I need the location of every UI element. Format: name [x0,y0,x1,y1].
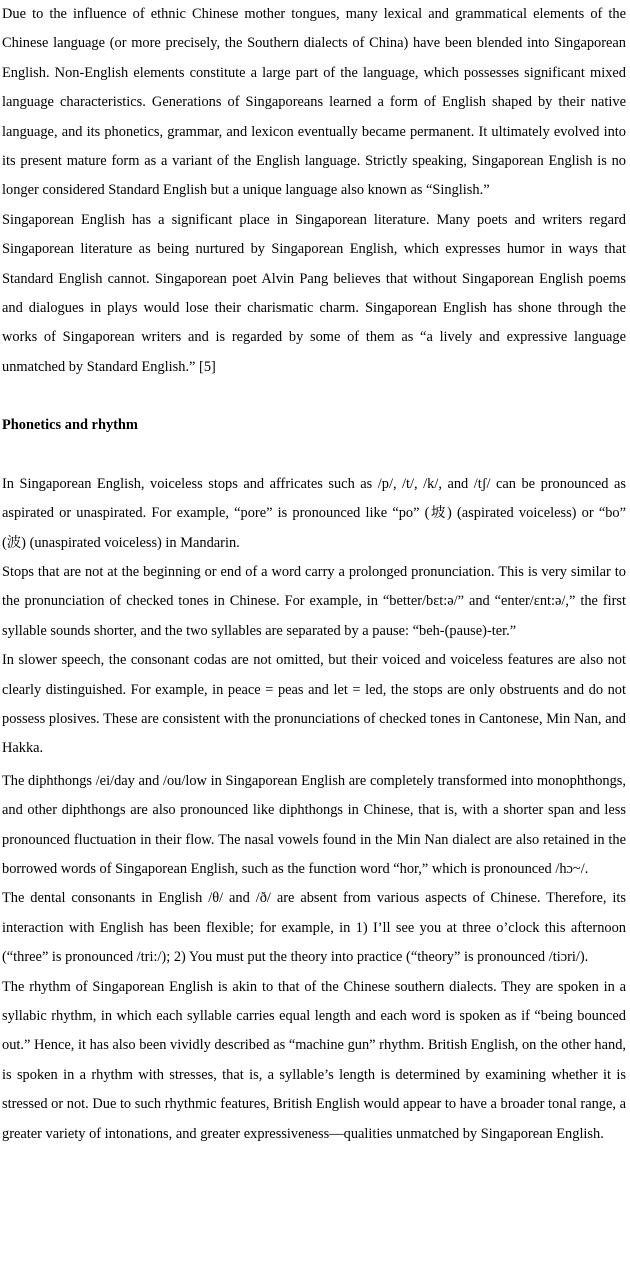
section-paragraph: Stops that are not at the beginning or end of a word carry a prolonged pronunciation. This is very similar to the pronunciation of checked tones in Chinese. For example, in “better/bɛt:ə/” and “enter/ɛnt:ə/,” the first syllable sounds shorter, and the two syllables are separated by a pause: “beh-(pause)-ter.” [2,563,626,639]
section-paragraph: The diphthongs /ei/day and /ou/low in Singaporean English are completely transformed into monophthongs, and other diphthongs are also pronounced like diphthongs in Chinese, that is, with a shorter span and less pronounced fluctuation in their flow. The nasal vowels found in the Min Nan dialect are also retained in the borrowed words of Singaporean English, such as the function word “hor,” which is pronounced /hɔ~/. [2,772,626,877]
section-paragraph: The rhythm of Singaporean English is akin to that of the Chinese southern dialects. They are spoken in a syllabic rhythm, in which each syllable carries equal length and each word is spoken as if “being bounced out.” Hence, it has also been vividly described as “machine gun” rhythm. British English, on the other hand, is spoken in a rhythm with stresses, that is, a syllable’s length is determined by examining whether it is stressed or not. Due to such rhythmic features, British English would appear to have a broader tonal range, a greater variety of intonations, and greater expressiveness—qualities unmatched by Singaporean English. [2,978,626,1142]
intro-paragraph: Singaporean English has a significant place in Singaporean literature. Many poets and writers regard Singaporean literature as being nurtured by Singaporean English, which expresses humor in ways that Standard English cannot. Singaporean poet Alvin Pang believes that without Singaporean English poems and dialogues in plays would lose their charismatic charm. Singaporean English has shone through the works of Singaporean writers and is regarded by some of them as “a lively and expressive language unmatched by Standard English.” [5] [2,211,626,375]
spacer [2,382,626,411]
section-paragraph: In slower speech, the consonant codas are not omitted, but their voiced and voiceless features are also not clearly distinguished. For example, in peace = peas and let = led, the stops are only obstruents and do not possess plosives. These are consistent with the pronunciations of checked tones in Cantonese, Min Nan, and Hakka. [2,652,626,757]
section-heading: Phonetics and rhythm [2,417,138,434]
spacer [2,441,626,470]
section-paragraph: The dental consonants in English /θ/ and /ð/ are absent from various aspects of Chinese. Therefore, its interaction with English has been flexible; for example, in 1) I’ll see you at three o’clock this afternoon (“three” is pronounced /tri:/); 2) You must put the theory into practice (“theory” is pronounced /tiɔri/). [2,890,626,966]
document-page [2,0,626,1149]
section-paragraph: In Singaporean English, voiceless stops and affricates such as /p/, /t/, /k/, and /tʃ/ can be pronounced as aspirated or unaspirated. For example, “pore” is pronounced like “po” (坡) (aspirated voiceless) or “bo” (波) (unaspirated voiceless) in Mandarin. [2,475,626,551]
intro-paragraph: Due to the influence of ethnic Chinese mother tongues, many lexical and grammatical elements of the Chinese language (or more precisely, the Southern dialects of China) have been blended into Singaporean English. Non-English elements constitute a large part of the language, which possesses significant mixed language characteristics. Generations of Singaporeans learned a form of English shaped by their native language, and its phonetics, grammar, and lexicon eventually became permanent. It ultimately evolved into its present mature form as a variant of the English language. Strictly speaking, Singaporean English is no longer considered Standard English but a unique language also known as “Singlish.” [2,6,626,199]
